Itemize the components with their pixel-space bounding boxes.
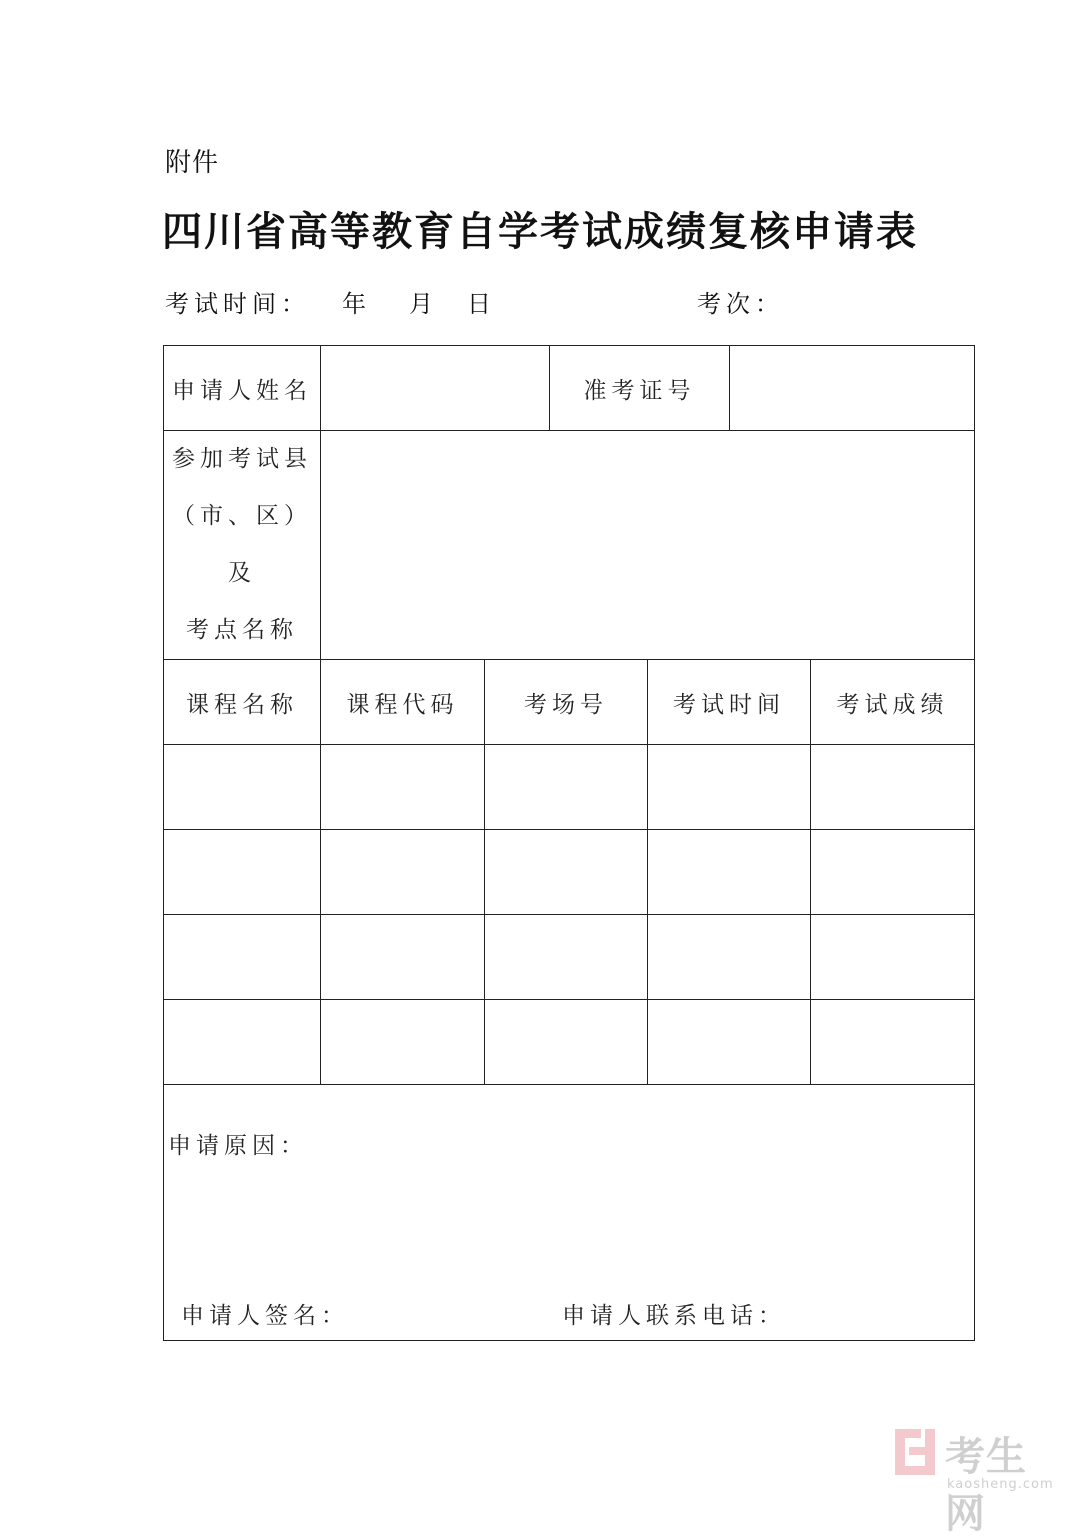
month-label: 月 — [409, 290, 438, 318]
exam-time-label: 考试时间： — [165, 290, 310, 318]
year-label: 年 — [342, 290, 371, 318]
table-row — [164, 915, 975, 1000]
table-cell[interactable] — [648, 1000, 811, 1085]
table-cell[interactable] — [164, 745, 321, 830]
table-cell[interactable] — [485, 830, 648, 915]
exam-round-label: 考次： — [697, 290, 784, 318]
exam-site-label-line: 考点名称 — [186, 617, 298, 643]
table-cell[interactable] — [164, 915, 321, 1000]
phone-label: 申请人联系电话： — [562, 1303, 786, 1329]
table-row — [164, 745, 975, 830]
table-cell[interactable] — [648, 745, 811, 830]
table-cell[interactable] — [321, 1000, 485, 1085]
applicant-name-field[interactable] — [321, 346, 550, 431]
table-cell[interactable] — [811, 915, 975, 1000]
reason-label: 申请原因： — [168, 1133, 308, 1159]
column-header-course-code: 课程代码 — [321, 660, 485, 745]
table-cell[interactable] — [321, 830, 485, 915]
applicant-name-label: 申请人姓名 — [164, 346, 321, 431]
watermark-name: 考生网 — [945, 1434, 1027, 1537]
table-row — [164, 830, 975, 915]
watermark — [893, 1425, 1063, 1537]
exam-site-field[interactable] — [321, 431, 975, 660]
table-cell[interactable] — [811, 745, 975, 830]
table-cell[interactable] — [811, 830, 975, 915]
watermark-domain: kaosheng.com — [947, 1477, 1054, 1492]
signature-label: 申请人签名： — [181, 1303, 349, 1329]
table-cell[interactable] — [164, 1000, 321, 1085]
table-cell[interactable] — [811, 1000, 975, 1085]
admission-no-label: 准考证号 — [550, 346, 730, 431]
table-cell[interactable] — [485, 915, 648, 1000]
watermark-logo-icon — [893, 1425, 943, 1479]
exam-site-label-line: （市、区）及 — [172, 503, 312, 586]
column-header-course-name: 课程名称 — [164, 660, 321, 745]
column-header-exam-time: 考试时间 — [648, 660, 811, 745]
column-header-exam-score: 考试成绩 — [811, 660, 975, 745]
table-cell[interactable] — [321, 915, 485, 1000]
day-label: 日 — [467, 290, 496, 318]
column-header-room-no: 考场号 — [485, 660, 648, 745]
table-cell[interactable] — [321, 745, 485, 830]
table-row — [164, 1000, 975, 1085]
table-cell[interactable] — [164, 830, 321, 915]
attachment-label: 附件 — [165, 148, 220, 178]
table-cell[interactable] — [648, 915, 811, 1000]
table-cell[interactable] — [485, 1000, 648, 1085]
form-title: 四川省高等教育自学考试成绩复核申请表 — [162, 208, 918, 255]
admission-no-field[interactable] — [730, 346, 975, 431]
reason-section[interactable] — [164, 1085, 975, 1341]
application-form-table — [163, 345, 975, 1341]
exam-site-label-line: 参加考试县 — [172, 446, 312, 472]
exam-site-label — [164, 431, 321, 660]
table-cell[interactable] — [648, 830, 811, 915]
table-cell[interactable] — [485, 745, 648, 830]
